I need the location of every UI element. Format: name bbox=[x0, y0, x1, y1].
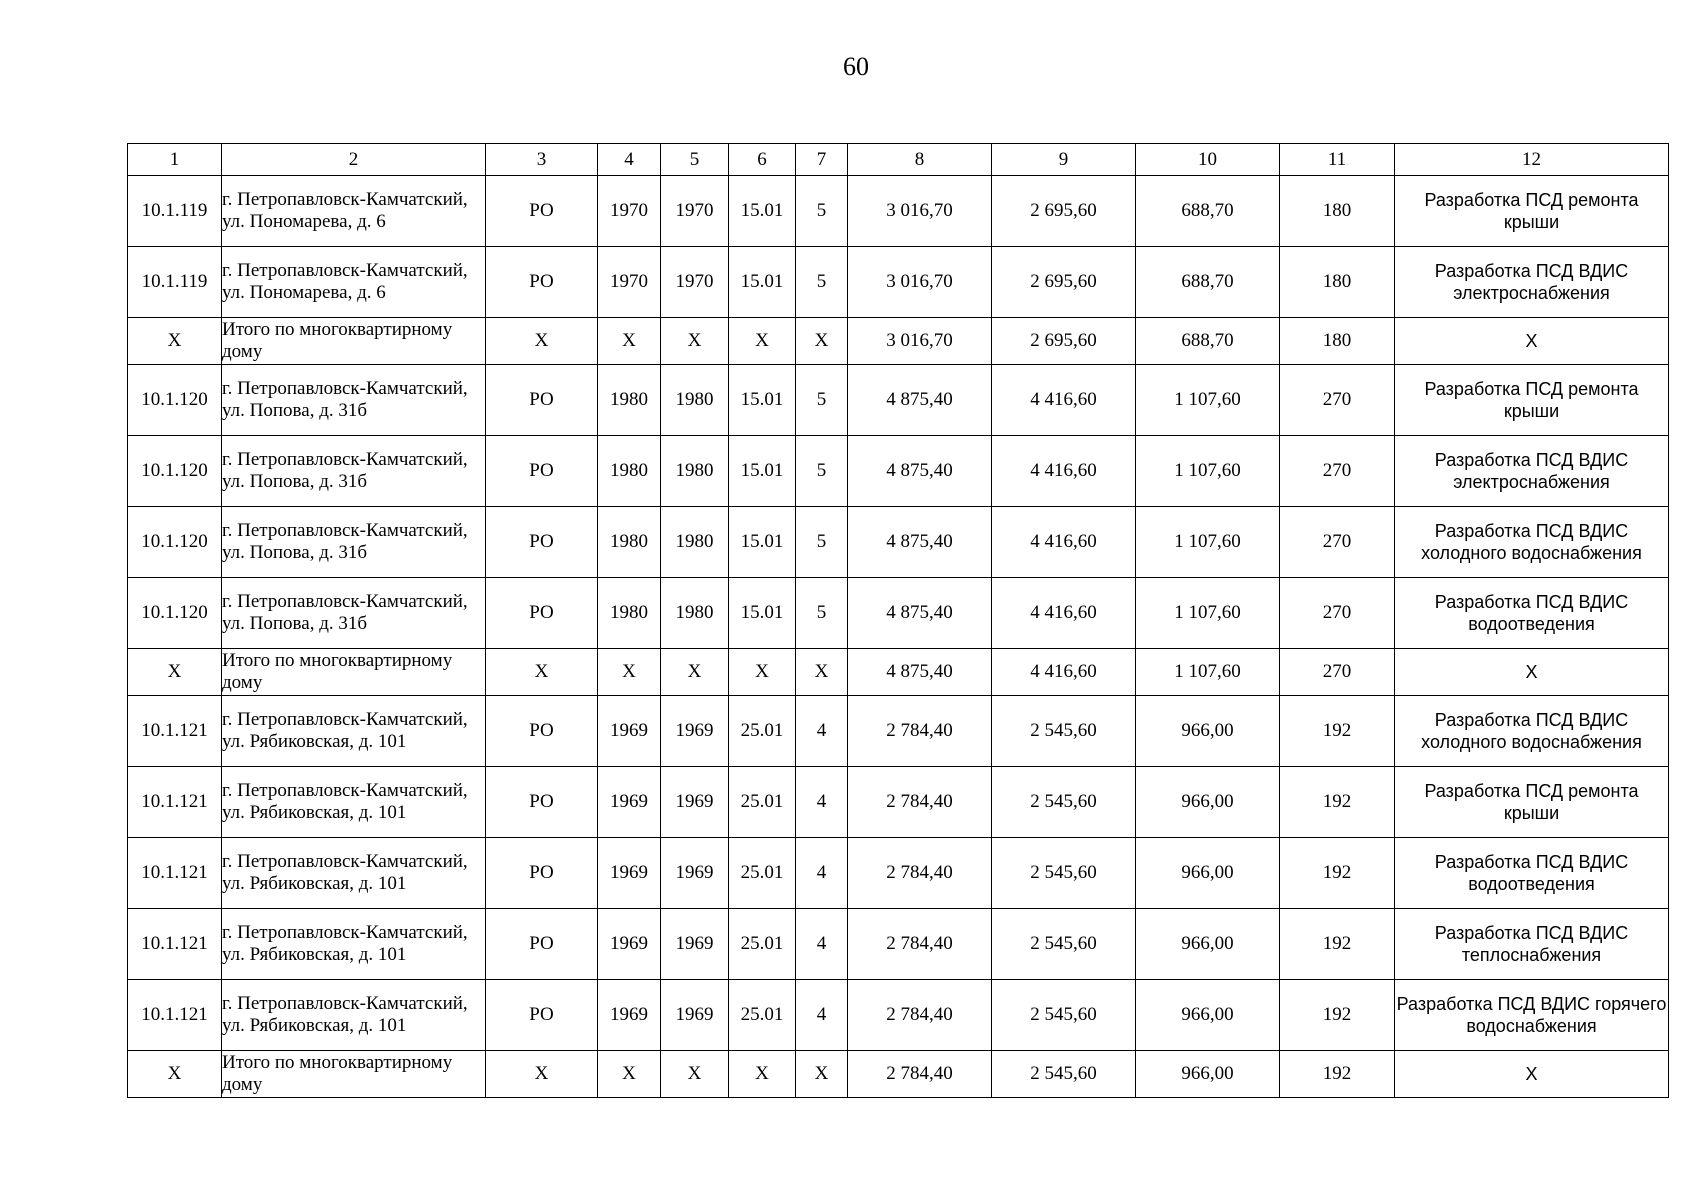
living-area-cell: 4 416,60 bbox=[992, 436, 1136, 507]
table-total-row bbox=[128, 318, 1669, 365]
work-type-cell: Разработка ПСД ВДИС водоотведения bbox=[1395, 578, 1669, 649]
work-type-cell: Х bbox=[1395, 318, 1669, 365]
address-cell: г. Петропавловск-Камчатский, ул. Рябиковская, д. 101 bbox=[222, 767, 486, 838]
floors-cell: Х bbox=[796, 318, 848, 365]
construction-year-cell: Х bbox=[661, 318, 729, 365]
owner-cell: Х bbox=[486, 649, 598, 696]
page-number: 60 bbox=[843, 52, 869, 81]
item-number-cell: 10.1.121 bbox=[128, 980, 222, 1051]
code-cell: 15.01 bbox=[729, 176, 796, 247]
code-cell: 25.01 bbox=[729, 909, 796, 980]
address-cell: г. Петропавловск-Камчатский, ул. Рябиковская, д. 101 bbox=[222, 909, 486, 980]
column-header: 9 bbox=[992, 144, 1136, 176]
total-area-cell: 3 016,70 bbox=[848, 318, 992, 365]
column-header: 4 bbox=[598, 144, 661, 176]
floors-cell: 5 bbox=[796, 365, 848, 436]
residents-cell: 192 bbox=[1280, 909, 1395, 980]
work-type-cell: Разработка ПСД ВДИС водоотведения bbox=[1395, 838, 1669, 909]
nonliving-area-cell: 1 107,60 bbox=[1136, 507, 1280, 578]
table-row bbox=[128, 696, 1669, 767]
nonliving-area-cell: 966,00 bbox=[1136, 909, 1280, 980]
work-type-cell: Х bbox=[1395, 1051, 1669, 1098]
living-area-cell: 2 545,60 bbox=[992, 767, 1136, 838]
commission-year-cell: 1969 bbox=[598, 696, 661, 767]
nonliving-area-cell: 966,00 bbox=[1136, 1051, 1280, 1098]
commission-year-cell: 1970 bbox=[598, 176, 661, 247]
construction-year-cell: 1969 bbox=[661, 909, 729, 980]
item-number-cell: 10.1.121 bbox=[128, 909, 222, 980]
table-total-row bbox=[128, 649, 1669, 696]
item-number-cell: 10.1.119 bbox=[128, 176, 222, 247]
living-area-cell: 2 545,60 bbox=[992, 909, 1136, 980]
owner-cell: РО bbox=[486, 980, 598, 1051]
code-cell: 25.01 bbox=[729, 838, 796, 909]
total-area-cell: 4 875,40 bbox=[848, 365, 992, 436]
residents-cell: 192 bbox=[1280, 838, 1395, 909]
table-row bbox=[128, 507, 1669, 578]
address-cell: г. Петропавловск-Камчатский, ул. Попова, д. 31б bbox=[222, 507, 486, 578]
floors-cell: 4 bbox=[796, 767, 848, 838]
living-area-cell: 4 416,60 bbox=[992, 507, 1136, 578]
living-area-cell: 2 545,60 bbox=[992, 838, 1136, 909]
commission-year-cell: 1969 bbox=[598, 909, 661, 980]
column-header: 8 bbox=[848, 144, 992, 176]
table-row bbox=[128, 980, 1669, 1051]
residents-cell: 270 bbox=[1280, 649, 1395, 696]
work-type-cell: Разработка ПСД ремонта крыши bbox=[1395, 365, 1669, 436]
floors-cell: Х bbox=[796, 1051, 848, 1098]
floors-cell: 4 bbox=[796, 980, 848, 1051]
table-row bbox=[128, 767, 1669, 838]
total-area-cell: 2 784,40 bbox=[848, 1051, 992, 1098]
residents-cell: 180 bbox=[1280, 176, 1395, 247]
work-type-cell: Разработка ПСД ремонта крыши bbox=[1395, 767, 1669, 838]
construction-year-cell: 1970 bbox=[661, 247, 729, 318]
construction-year-cell: 1980 bbox=[661, 578, 729, 649]
column-header: 7 bbox=[796, 144, 848, 176]
owner-cell: РО bbox=[486, 365, 598, 436]
construction-year-cell: Х bbox=[661, 1051, 729, 1098]
code-cell: 15.01 bbox=[729, 578, 796, 649]
item-number-cell: 10.1.119 bbox=[128, 247, 222, 318]
residents-cell: 192 bbox=[1280, 767, 1395, 838]
work-type-cell: Разработка ПСД ВДИС теплоснабжения bbox=[1395, 909, 1669, 980]
owner-cell: РО bbox=[486, 247, 598, 318]
nonliving-area-cell: 688,70 bbox=[1136, 247, 1280, 318]
code-cell: 25.01 bbox=[729, 980, 796, 1051]
living-area-cell: 2 545,60 bbox=[992, 980, 1136, 1051]
item-number-cell: 10.1.120 bbox=[128, 578, 222, 649]
owner-cell: РО bbox=[486, 838, 598, 909]
table-header-row bbox=[128, 144, 1669, 176]
column-header: 6 bbox=[729, 144, 796, 176]
nonliving-area-cell: 1 107,60 bbox=[1136, 649, 1280, 696]
code-cell: Х bbox=[729, 649, 796, 696]
column-header: 5 bbox=[661, 144, 729, 176]
living-area-cell: 2 545,60 bbox=[992, 696, 1136, 767]
code-cell: 15.01 bbox=[729, 507, 796, 578]
address-cell: Итого по многоквартирному дому bbox=[222, 318, 486, 365]
construction-year-cell: 1969 bbox=[661, 980, 729, 1051]
nonliving-area-cell: 966,00 bbox=[1136, 767, 1280, 838]
item-number-cell: Х bbox=[128, 1051, 222, 1098]
nonliving-area-cell: 966,00 bbox=[1136, 980, 1280, 1051]
owner-cell: РО bbox=[486, 767, 598, 838]
item-number-cell: 10.1.120 bbox=[128, 436, 222, 507]
total-area-cell: 4 875,40 bbox=[848, 507, 992, 578]
residents-cell: 270 bbox=[1280, 578, 1395, 649]
construction-year-cell: 1970 bbox=[661, 176, 729, 247]
work-type-cell: Разработка ПСД ВДИС холодного водоснабжения bbox=[1395, 696, 1669, 767]
total-area-cell: 2 784,40 bbox=[848, 767, 992, 838]
code-cell: 25.01 bbox=[729, 696, 796, 767]
floors-cell: 4 bbox=[796, 909, 848, 980]
living-area-cell: 4 416,60 bbox=[992, 649, 1136, 696]
code-cell: 15.01 bbox=[729, 436, 796, 507]
floors-cell: 5 bbox=[796, 507, 848, 578]
housing-registry-table bbox=[127, 143, 1669, 1098]
nonliving-area-cell: 1 107,60 bbox=[1136, 436, 1280, 507]
column-header: 3 bbox=[486, 144, 598, 176]
construction-year-cell: 1980 bbox=[661, 507, 729, 578]
commission-year-cell: 1980 bbox=[598, 436, 661, 507]
total-area-cell: 2 784,40 bbox=[848, 980, 992, 1051]
work-type-cell: Х bbox=[1395, 649, 1669, 696]
floors-cell: 5 bbox=[796, 436, 848, 507]
construction-year-cell: 1969 bbox=[661, 696, 729, 767]
total-area-cell: 2 784,40 bbox=[848, 909, 992, 980]
residents-cell: 192 bbox=[1280, 696, 1395, 767]
residents-cell: 270 bbox=[1280, 436, 1395, 507]
table-row bbox=[128, 838, 1669, 909]
item-number-cell: 10.1.121 bbox=[128, 767, 222, 838]
table-total-row bbox=[128, 1051, 1669, 1098]
address-cell: г. Петропавловск-Камчатский, ул. Рябиковская, д. 101 bbox=[222, 838, 486, 909]
owner-cell: РО bbox=[486, 578, 598, 649]
owner-cell: РО bbox=[486, 436, 598, 507]
address-cell: г. Петропавловск-Камчатский, ул. Попова, д. 31б bbox=[222, 578, 486, 649]
commission-year-cell: Х bbox=[598, 1051, 661, 1098]
living-area-cell: 2 695,60 bbox=[992, 176, 1136, 247]
construction-year-cell: 1980 bbox=[661, 436, 729, 507]
work-type-cell: Разработка ПСД ВДИС электроснабжения bbox=[1395, 436, 1669, 507]
living-area-cell: 2 695,60 bbox=[992, 318, 1136, 365]
owner-cell: РО bbox=[486, 696, 598, 767]
residents-cell: 270 bbox=[1280, 507, 1395, 578]
nonliving-area-cell: 966,00 bbox=[1136, 838, 1280, 909]
residents-cell: 180 bbox=[1280, 247, 1395, 318]
address-cell: г. Петропавловск-Камчатский, ул. Пономарева, д. 6 bbox=[222, 176, 486, 247]
nonliving-area-cell: 1 107,60 bbox=[1136, 365, 1280, 436]
commission-year-cell: Х bbox=[598, 649, 661, 696]
table-row bbox=[128, 176, 1669, 247]
code-cell: 15.01 bbox=[729, 365, 796, 436]
living-area-cell: 2 695,60 bbox=[992, 247, 1136, 318]
address-cell: г. Петропавловск-Камчатский, ул. Рябиковская, д. 101 bbox=[222, 980, 486, 1051]
floors-cell: 4 bbox=[796, 696, 848, 767]
construction-year-cell: 1969 bbox=[661, 838, 729, 909]
work-type-cell: Разработка ПСД ВДИС горячего водоснабжения bbox=[1395, 980, 1669, 1051]
commission-year-cell: 1970 bbox=[598, 247, 661, 318]
code-cell: Х bbox=[729, 1051, 796, 1098]
residents-cell: 180 bbox=[1280, 318, 1395, 365]
living-area-cell: 4 416,60 bbox=[992, 365, 1136, 436]
nonliving-area-cell: 688,70 bbox=[1136, 318, 1280, 365]
owner-cell: Х bbox=[486, 1051, 598, 1098]
construction-year-cell: 1969 bbox=[661, 767, 729, 838]
column-header: 11 bbox=[1280, 144, 1395, 176]
column-header: 1 bbox=[128, 144, 222, 176]
item-number-cell: 10.1.121 bbox=[128, 696, 222, 767]
commission-year-cell: 1969 bbox=[598, 838, 661, 909]
residents-cell: 192 bbox=[1280, 1051, 1395, 1098]
table-row bbox=[128, 436, 1669, 507]
code-cell: Х bbox=[729, 318, 796, 365]
commission-year-cell: 1980 bbox=[598, 578, 661, 649]
nonliving-area-cell: 688,70 bbox=[1136, 176, 1280, 247]
owner-cell: РО bbox=[486, 176, 598, 247]
residents-cell: 270 bbox=[1280, 365, 1395, 436]
address-cell: г. Петропавловск-Камчатский, ул. Попова, д. 31б bbox=[222, 436, 486, 507]
total-area-cell: 2 784,40 bbox=[848, 696, 992, 767]
address-cell: Итого по многоквартирному дому bbox=[222, 1051, 486, 1098]
item-number-cell: 10.1.121 bbox=[128, 838, 222, 909]
total-area-cell: 4 875,40 bbox=[848, 578, 992, 649]
living-area-cell: 2 545,60 bbox=[992, 1051, 1136, 1098]
total-area-cell: 4 875,40 bbox=[848, 649, 992, 696]
code-cell: 25.01 bbox=[729, 767, 796, 838]
construction-year-cell: 1980 bbox=[661, 365, 729, 436]
construction-year-cell: Х bbox=[661, 649, 729, 696]
owner-cell: Х bbox=[486, 318, 598, 365]
floors-cell: 5 bbox=[796, 247, 848, 318]
commission-year-cell: 1969 bbox=[598, 767, 661, 838]
owner-cell: РО bbox=[486, 909, 598, 980]
table-row bbox=[128, 909, 1669, 980]
floors-cell: 5 bbox=[796, 578, 848, 649]
commission-year-cell: 1969 bbox=[598, 980, 661, 1051]
code-cell: 15.01 bbox=[729, 247, 796, 318]
floors-cell: 4 bbox=[796, 838, 848, 909]
total-area-cell: 4 875,40 bbox=[848, 436, 992, 507]
floors-cell: 5 bbox=[796, 176, 848, 247]
address-cell: г. Петропавловск-Камчатский, ул. Пономарева, д. 6 bbox=[222, 247, 486, 318]
total-area-cell: 3 016,70 bbox=[848, 247, 992, 318]
item-number-cell: 10.1.120 bbox=[128, 507, 222, 578]
work-type-cell: Разработка ПСД ВДИС электроснабжения bbox=[1395, 247, 1669, 318]
column-header: 2 bbox=[222, 144, 486, 176]
table-row bbox=[128, 578, 1669, 649]
address-cell: г. Петропавловск-Камчатский, ул. Попова, д. 31б bbox=[222, 365, 486, 436]
address-cell: г. Петропавловск-Камчатский, ул. Рябиковская, д. 101 bbox=[222, 696, 486, 767]
nonliving-area-cell: 1 107,60 bbox=[1136, 578, 1280, 649]
living-area-cell: 4 416,60 bbox=[992, 578, 1136, 649]
item-number-cell: Х bbox=[128, 318, 222, 365]
owner-cell: РО bbox=[486, 507, 598, 578]
total-area-cell: 2 784,40 bbox=[848, 838, 992, 909]
column-header: 12 bbox=[1395, 144, 1669, 176]
work-type-cell: Разработка ПСД ремонта крыши bbox=[1395, 176, 1669, 247]
column-header: 10 bbox=[1136, 144, 1280, 176]
table-row bbox=[128, 247, 1669, 318]
item-number-cell: Х bbox=[128, 649, 222, 696]
address-cell: Итого по многоквартирному дому bbox=[222, 649, 486, 696]
floors-cell: Х bbox=[796, 649, 848, 696]
commission-year-cell: 1980 bbox=[598, 507, 661, 578]
commission-year-cell: Х bbox=[598, 318, 661, 365]
residents-cell: 192 bbox=[1280, 980, 1395, 1051]
total-area-cell: 3 016,70 bbox=[848, 176, 992, 247]
table-row bbox=[128, 365, 1669, 436]
commission-year-cell: 1980 bbox=[598, 365, 661, 436]
work-type-cell: Разработка ПСД ВДИС холодного водоснабжения bbox=[1395, 507, 1669, 578]
nonliving-area-cell: 966,00 bbox=[1136, 696, 1280, 767]
item-number-cell: 10.1.120 bbox=[128, 365, 222, 436]
